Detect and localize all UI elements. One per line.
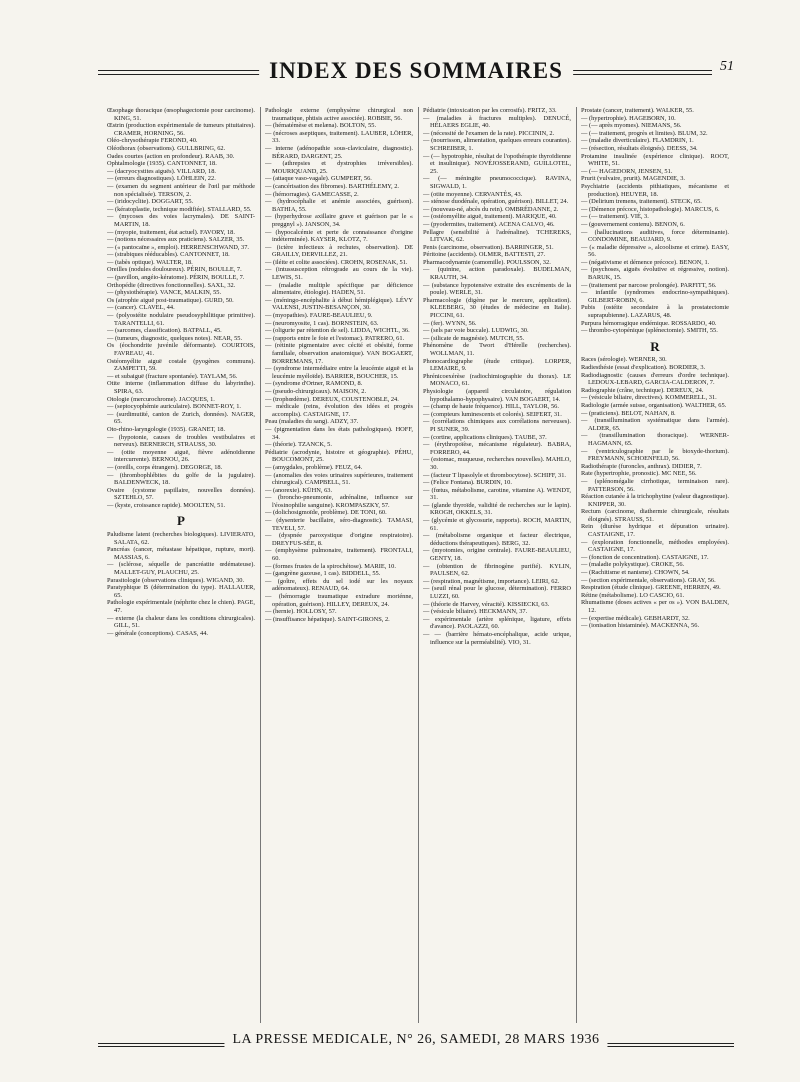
index-entry: — (maladie multiple spécifique par déficience alimentaire, étiologie). HADEN, 51. (265, 281, 413, 297)
index-entry: — (insuffisance hépatique). SAINT-GIRONS, 2. (265, 615, 390, 623)
index-entry: — (Delirium tremens, traitement). STECK, 65. (581, 198, 702, 206)
index-entry: — (maladie diverticulaire). FLAMDRIN, 1. (581, 137, 694, 145)
index-entry: — (hémorragies). GAMECASSE, 2. (265, 190, 359, 198)
index-entry: — (syndrome intermédiaire entre la leucémie aiguë et la leucémie myéloïde). BARRIER, BOUCHER, 15. (265, 365, 413, 380)
index-entry: Rectum (carcinome, diathermie chirurgicale, résultats éloignés). STRAUSS, 51. (581, 508, 729, 523)
index-column (423, 107, 571, 1027)
index-entry: Oléo-chrysothérapie FEROND, 40. (107, 137, 198, 145)
index-entry: Penis (carcinome, observation). BARRINGER, 51. (423, 243, 554, 251)
index-entry: — (Rachitisme et nanisme). CHOWN, 54. (581, 569, 690, 577)
column-divider (260, 107, 261, 1023)
index-entry: — (facteur T lipasolyle et thrombocytose). SCHIFF, 31. (423, 471, 567, 479)
index-entry: — (« pantocaïne », emploi). HERRENSCHWAND, 37. (107, 243, 249, 251)
index-entry: Pharmacologie (digène par le mercure, application). KLEEBERG, 30 (études de médecine en Italie). PICCINI, 61. (423, 296, 571, 320)
index-entry: Pédiatrie (acrodynie, histoire et géographie). PÉHU, BOUCOMONT, 25. (265, 448, 413, 464)
index-entry: — (broncho-pneumonie, adrénaline, influence sur l'éosinophilie sanguine). KROMPASZKY, 57. (265, 494, 413, 509)
index-entry: — interne (adénopathie sous-claviculaire, diagnostic). BÉRARD, DARGENT, 25. (265, 144, 413, 160)
index-entry: Pathologie externe (emphysème chirurgical non traumatique, phtisis active associée). ROBBIE, 56. (265, 107, 413, 122)
index-entry: — (cancérisation des fibromes). BARTHÉLEMY, 2. (265, 182, 400, 190)
index-entry: — (hématémèse et melæna). BOLTON, 55. (265, 122, 377, 130)
index-entry: — (cortine, applications cliniques). TAUBE, 37. (423, 433, 547, 441)
index-entry: — (hypotonie, causes de troubles vestibulaires et nerveux). BERNERCH, STRAUSS, 30. (107, 433, 255, 449)
index-entry: — médicale (reins, évolution des idées et progrès accomplis). CASTAIGNE, 17. (265, 403, 413, 418)
index-entry: — (iridocyclite). DOGGART, 55. (107, 198, 194, 206)
index-entry: — (pigmentation dans les états pathologiques). HOFF, 34. (265, 425, 413, 441)
index-entry: — (traitement par narcose prolongée). PARFITT, 56. (581, 281, 717, 289)
index-columns (107, 107, 735, 1027)
index-entry: Radiesthésie (essai d'explication). BORDIER, 3. (581, 364, 706, 371)
index-entry: Réaction cutanée à la trichophytine (valeur diagnostique). KNIPPER, 30. (581, 493, 729, 508)
index-entry: — (fonction de concentration). CASTAIGNE, 17. (581, 553, 709, 561)
index-entry: Respiration (étude clinique). GREENE, HERREN, 49. (581, 584, 721, 592)
index-entry: — (formes frustes de la spirochétose). MARIE, 10. (265, 562, 396, 570)
page-number: 51 (712, 59, 734, 75)
index-entry: Otite interne (inflammation diffuse du labyrinthe). SPIRA, 63. (107, 380, 255, 395)
index-entry: Pharmacodynamie (camomille). POULSSON, 32. (423, 258, 551, 266)
index-entry: Os (atrophie aiguë post-traumatique). GURD, 50. (107, 296, 234, 304)
index-entry: — (psychoses, aiguës évolutive et régressive, notion). BARUK, 15. (581, 266, 729, 282)
index-entry: — (myopie, traitement, état actuel). FAVORY, 18. (107, 228, 235, 236)
index-entry: — (ostéomyélite aiguë, traitement). MARIQUE, 40. (423, 213, 557, 221)
page-footer (98, 1032, 734, 1056)
index-entry: — (obtention de fibrinogène purifié). KYLIN, PAULSEN, 62. (423, 562, 571, 578)
index-entry: Protamine insulinée (expérience clinique). ROOT, WHITE, 51. (581, 152, 729, 168)
index-entry: Oreilles (nodules douloureux). PÉRIN, BOULLE, 7. (107, 266, 242, 274)
index-entry: — (dysenterie bacillaire, séro-diagnostic). TAMASI, TEVELI, 57. (265, 517, 413, 532)
index-entry: — (glycémie et glycosurie, rapports). ROCH, MARTIN, 61. (423, 517, 571, 532)
index-entry: — (anorexie). KÜHN, 63. (265, 486, 333, 494)
index-entry: Rétine (métabolisme). LO CASCIO, 61. (581, 591, 685, 599)
index-entry: — (ventriculographie par le bioxyde-thorium). FREYMANN, SCHOENFELD, 56. (581, 447, 729, 463)
index-entry: — (fer). WYNN, 56. (423, 319, 477, 327)
index-entry: Radiodiagnostic (causes d'erreurs d'ordre technique). LEDOUX-LEBARD, GARCIA-CALDERON, 7. (581, 371, 729, 387)
index-entry: — (maladie polykystique). CROKE, 56. (581, 561, 685, 569)
index-entry: — (anomalies des voies urinaires supérieures, traitement chirurgical). CAMPBELL, 51. (265, 471, 413, 487)
page-header (98, 58, 734, 84)
index-entry: Psychiatrie (accidents pithiatiques, mécanisme et production). HEUYER, 18. (581, 182, 729, 198)
index-entry: — (« maladie dépressive », alcoolisme et crime). EASY, 56. (581, 243, 729, 259)
index-entry: — (respiration, magnétisme, importance). LEIRI, 62. (423, 577, 560, 585)
index-entry: — (dacryocystites aiguës). VILLARD, 18. (107, 167, 217, 175)
index-entry: Races (sérologie). WERNER, 30. (581, 356, 667, 364)
index-entry: — (rétinite pigmentaire avec cécité et obésité, forme familiale, observation anatomique). VAN BOGAERT, BORREMANS, 17. (265, 342, 413, 365)
index-entry: — thrombo-cytopénique (splénectomie). SMITH, 55. (581, 327, 718, 335)
index-entry: — (neuromyosite, 1 cas). BORNSTEIN, 63. (265, 319, 379, 327)
index-entry: — (hyperhydrose axillaire grave et guérison par le « preggnyl »). JANSON, 34. (265, 213, 413, 228)
index-entry: — (— HAGEDORN, JENSEN, 51. (581, 167, 673, 175)
index-entry: — (notions nécessaires aux praticiens). SALZER, 35. (107, 236, 245, 244)
index-entry: — (dyspnée paroxystique d'origine respiratoire). DREYFUS-SÉE, 8. (265, 532, 413, 547)
section-letter: R (650, 338, 660, 354)
index-entry: Rein (diurèse hydrique et dépuration urinaire). CASTAIGNE, 17. (581, 523, 729, 539)
index-entry: — (syndrome d'Ortner, RAMOND, 8. (265, 380, 363, 388)
index-entry: Pédiatrie (intoxication par les corrosifs). FRITZ, 33. (423, 107, 557, 114)
index-entry: Phénomène de Twort d'Hérelle (recherches). WOLLMAN, 11. (423, 342, 571, 357)
index-entry: — (hypocalcémie et perte de connaissance d'origine indéterminée). KAYSER, KLOTZ, 7. (265, 228, 413, 244)
index-entry: — (physiothérapie). VANCE, MALKIN, 55. (107, 289, 222, 297)
index-entry: — (compteurs luminescents et colorés). SEIFERT, 31. (423, 410, 562, 418)
index-entry: — (— hypotrophie, résultat de l'opothérapie thyroïdienne et insulinique). NOVÉJOSSERAND, GUILLOTEL, 25. (423, 152, 571, 175)
index-entry: Purpura hémorragique endémique. ROSSARDO, 40. (581, 319, 717, 327)
index-entry: — (— après myomes). NIEMANS, 56. (581, 122, 682, 130)
column-divider (576, 107, 577, 1023)
index-entry: — (quinine, action paradoxale). BUDELMAN, KRAUTH, 34. (423, 266, 571, 282)
index-entry: — (kyste, croissance rapide). MOOLTEN, 51. (107, 501, 226, 509)
index-entry: — (amygdales, problème). FEUZ, 64. (265, 463, 363, 471)
index-entry: — (résection, résultats éloignés). DEESS, 34. (581, 144, 698, 152)
index-entry: — (dolichosigmoïde, problème). DE TONI, 60. (265, 509, 387, 517)
index-entry: — (examen du segment antérieur de l'œil par méthode non spécialisée). TERSON, 2. (107, 182, 255, 198)
index-entry: — expérimentale (artère splénique, ligature, effets d'avance). PAOLAZZI, 60. (423, 615, 571, 631)
index-entry: — (hernie). HOLLOSY, 57. (265, 608, 337, 616)
index-entry: — (ictère infectieux à rechutes, observation). DE GRAILLY, DERVILLEZ, 21. (265, 243, 413, 259)
index-entry: — (méningo-encéphalite à début hémiplégique). LÉVY VALENSI, JUSTIN-BESANÇON, 30. (265, 296, 413, 312)
index-entry: — infantile (syndromes endocrino-sympathiques). GILBERT-ROBIN, 6. (581, 289, 729, 304)
index-entry: — (seuil rénal pour le glucose, détermination). FERRO LUZZI, 60. (423, 585, 571, 600)
index-entry: — (splénomégalie cirrhotique, terminaison rare). PATTERSON, 56. (581, 477, 729, 493)
index-entry: — (goître, effets du sel iodé sur les noyaux adénomateux). RENAUD, 64. (265, 577, 413, 593)
index-entry: — (praticiens). BELOT, NAHAN, 8. (581, 409, 676, 417)
index-entry: Œsophage thoracique (œsophagectomie pour carcinome). KING, 51. (107, 107, 255, 122)
index-entry: — (hallucinations auditives, force déterminante). CONDOMINE, BEAUJARD, 9. (581, 228, 729, 244)
index-entry: — (myopathies). FAURE-BEAULIEU, 9. (265, 312, 373, 320)
index-column (581, 107, 729, 1027)
index-entry: — (maladies à fractures multiples). DENUCÉ, HÉLAERS EGLIE, 40. (423, 114, 571, 130)
index-entry: Otologie (mercurochrome). JACQUES, 1. (107, 395, 215, 403)
index-entry: — (erreurs diagnostiques). LÖHLEIN, 22. (107, 175, 216, 183)
index-entry: Orthopédie (directives fonctionnelles). SAXL, 32. (107, 281, 236, 289)
index-entry: — (mycoses des voies lacrymales). DE SAINT-MARTIN, 18. (107, 213, 255, 228)
index-entry: Pathologie expérimentale (néphrite chez le chien). PAGE, 47. (107, 599, 255, 614)
index-entry: — (surdimutité, canton de Zurich, données). NAGER, 65. (107, 410, 255, 426)
index-column (265, 107, 413, 1027)
index-entry: — (intussusception rétrograde au cours de la vie). LEWIS, 51. (265, 266, 413, 282)
column-divider (418, 107, 419, 1023)
index-entry: — (métabolisme organique et facteur électrique, déductions thérapeutiques). BERG, 32. (423, 532, 571, 547)
index-entry: — (oligurie par rétention de sel). LIDDA, WICHTL, 36. (265, 327, 410, 335)
section-letter: P (177, 513, 185, 529)
index-entry: Oléothorax (observations). GULLBRING, 62. (107, 144, 226, 152)
index-entry: Pellagre (sensibilité à l'adrénaline). TCHEREKS, LITVAK, 62. (423, 228, 571, 244)
index-entry: — (trophœdème). DEREUX, COUSTENOBLE, 24. (265, 395, 399, 403)
index-entry: — (pavillon, angéio-kératome). PÉRIN, BOULLE, 7. (107, 274, 245, 282)
index-entry: — et subaiguë (fracture spontanée). TAYLAM, 56. (107, 372, 238, 380)
index-entry: Ostéomyélite aiguë costale (pyogènes communs). ZAMPETTI, 59. (107, 357, 255, 373)
index-entry: — (hémorragie traumatique extradure moriénne, opération, guérison). HILLEY, DEREUX, 24. (265, 593, 413, 608)
index-entry: Paratyphique B (détermination du type). HALLAUER, 65. (107, 584, 255, 599)
index-entry: Péritoine (accidents). OLMER, BATTESTI, 27. (423, 251, 546, 259)
index-entry: — (cancer). CLAVEL, 44. (107, 304, 175, 312)
page-title: INDEX DES SOMMAIRES (259, 58, 573, 84)
index-entry: — (oreills, corps étrangers). DEGORGE, 18. (107, 463, 223, 471)
index-entry: — (exploration fonctionnelle, méthodes employées). CASTAIGNE, 17. (581, 538, 729, 554)
index-entry: — (section expérimentale, observations). GRAY, 56. (581, 576, 716, 584)
index-entry: — (érythropoïèse, mécanisme régulateur). BABRA, FORRERO, 44. (423, 441, 571, 456)
index-entry: — (septocyophémie auriculaire). BONNET-ROY, 1. (107, 403, 241, 411)
index-entry: — (expertise médicale). GEBHARDT, 32. (581, 614, 690, 622)
index-entry: — (pyodermites, traitement). ACENA CALVO, 46. (423, 220, 555, 228)
index-entry: — (pseudo-chirurgicaux). MAISON, 2. (265, 387, 367, 395)
index-entry: Radiothérapie (furoncles, anthrax). DIDIER, 7. (581, 462, 702, 470)
index-entry: — (théorie de Harvey, véracité). KISSIECKI, 63. (423, 600, 550, 608)
index-entry: Parasitologie (observations cliniques). WIGAND, 30. (107, 576, 245, 584)
index-entry: — (transillumination thoracique). WERNER-HAGMANN, 65. (581, 432, 729, 447)
index-entry: Oades courtes (action en profondeur). RAAB, 30. (107, 152, 235, 160)
index-entry: Physiologie (appareil circulatoire, régulation hypothalamo-hypophysaire). VAN BOGAERT, 14. (423, 387, 571, 403)
index-entry: — (emphysème pulmonaire, traitement). FRONTALI, 60. (265, 547, 413, 563)
index-entry: — (iléite et colite associées). CROHN, ROSENAK, 51. (265, 258, 408, 266)
index-entry: — sténose duodénale, opération, guérison). BILLET, 24. (423, 198, 569, 206)
index-entry: — (kératoplastie, technique modifiée). STALLARD, 55. (107, 205, 252, 213)
index-entry: Prurit (vulvaire, prurit). MAGENDIE, 3. (581, 175, 686, 183)
index-entry: — (nécroses aseptiques, traitement). LAUBER, LÖHER, 33. (265, 129, 413, 145)
index-entry: — (vésicule biliaire, directives). KOMMERELL, 31. (581, 394, 717, 402)
index-entry: — (thrombophlébites du golfe de la jugulaire). BALDENWECK, 18. (107, 471, 255, 487)
index-entry: — (sarcomes, classification). BATPALL, 45. (107, 327, 222, 335)
index-column (107, 107, 255, 1027)
index-entry: Radiographie (crâne, technique). DEREUX, 24. (581, 386, 704, 394)
index-entry: — (sels par voie buccale). LUDWIG, 30. (423, 327, 529, 335)
index-entry: — (polyostéite nodulaire pseudosyphilitique primitive). TARANTELLI, 61. (107, 312, 255, 327)
index-entry: — (estomac, muqueuse, recherches nouvelles). MAHLO, 30. (423, 456, 571, 471)
index-entry: — (strabiques rééducables). CANTONNET, 18. (107, 251, 230, 259)
index-entry: Pubis (ostéite secondaire à la prostatectomie suprapubienne). LAZARUS, 48. (581, 304, 729, 320)
index-entry: Rhumatisme (doses actives « per os »). VON BALDEN, 12. (581, 599, 729, 614)
index-entry: Ophtalmologie (1935). CANTONNET, 18. (107, 160, 217, 168)
index-entry: — (nourrisson, alimentation, quelques erreurs courantes). SCHREIBER, 1. (423, 137, 571, 152)
index-entry: — (fœtus, métabolisme, carotine, vitamine A). WENDT, 31. (423, 486, 571, 502)
index-entry: — (— traitement, progrès et limites). BLUM, 32. (581, 129, 708, 137)
index-entry: — externe (la chaleur dans les conditions chirurgicales). GILL, 51. (107, 614, 255, 630)
index-entry: — (tumeurs, diagnostic, quelques notes). NEAR, 55. (107, 334, 243, 342)
index-entry: — (myotomies, origine centrale). FAURE-BEAULIEU, GENTY, 18. (423, 547, 571, 563)
index-entry: Os (éochondrite juvénile déformante). COURTOIS, FAVREAU, 41. (107, 342, 255, 357)
index-entry: Oto-rhino-laryngologie (1935). GRANET, 18. (107, 425, 226, 433)
index-entry: — (vésicule biliaire). HECKMANN, 37. (423, 608, 528, 616)
index-entry: — (négativisme et démence précoce). BENON, 1. (581, 258, 710, 266)
index-entry: — — (barrière hémato-encéphalique, acide urique, influence sur la perméabilité). VIO, 31. (423, 630, 571, 646)
index-entry: Rate (hypertrophie, pronostic). MC NEE, 56. (581, 470, 697, 478)
index-entry: — (hypertrophie). HAGEBORN, 10. (581, 114, 676, 122)
index-entry: — (Démence précoce, histopathologie). MARCUS, 6. (581, 205, 720, 213)
index-entry: — (transillumination systématique dans l'armée). ALDER, 65. (581, 417, 729, 432)
index-entry: — (nécessité de l'examen de la rate). PICCININ, 2. (423, 129, 555, 137)
index-entry: — (gouvernement contenu). BENON, 6. (581, 220, 685, 228)
index-entry: — (ionisation histaminée). MACKENNA, 56. (581, 622, 700, 630)
index-entry: — (hydrocéphalie et anémie associées, guérison). BATHIA, 55. (265, 198, 413, 213)
index-entry: Peau (maladies du sang). ADZY, 37. (265, 418, 359, 426)
index-entry: — générale (conceptions). CASAS, 44. (107, 629, 208, 637)
index-entry: Œstrin (production expérimentale de tumeurs pituitaires). CRAMER, HORNING, 56. (107, 122, 255, 137)
index-entry: — (attaque vaso-vagale). GUMPERT, 56. (265, 175, 372, 183)
index-entry: — (sclérose, séquelle de pancréatite œdémateuse). MALLET-GUY, PLAUCHU, 25. (107, 561, 255, 577)
index-entry: — (corrélations chimiques aux corrélations nerveuses). PI SUNER, 39. (423, 418, 571, 433)
index-entry: — (gangrène gazeuse, 1 cas). BIDDELL, 55. (265, 570, 381, 578)
index-entry: — (rapports entre le foie et l'estomac). PATRERO, 61. (265, 334, 405, 342)
index-entry: Paludisme latent (recherches biologiques). LIVIERATO, SALATA, 62. (107, 531, 255, 546)
index-entry: — (otite moyenne). CERVANTÈS, 43. (423, 190, 523, 198)
index-entry: — (théorie). TZANCK, 5. (265, 441, 332, 449)
index-entry: — (athrepsies et dystrophies irréversibles). MOURIQUAND, 25. (265, 160, 413, 175)
index-entry: — (otite moyenne aiguë, fièvre adénoïdienne intercurrente). BERNOU, 26. (107, 448, 255, 464)
index-entry: — (— traitement). VIÉ, 3. (581, 213, 649, 221)
index-entry: Phonocardiographe (étude critique). LORPER, LEMAIRE, 9. (423, 357, 571, 373)
index-entry: Phrénicoexérèse (radiochimiographie du thorax). LE MONACO, 61. (423, 372, 571, 388)
index-entry: Ovaire (cystome papillaire, nouvelles données). SZTEHLO, 57. (107, 486, 255, 502)
index-entry: — (tabès optique). WALTER, 18. (107, 258, 193, 266)
journal-footer-text: LA PRESSE MEDICALE, N° 26, SAMEDI, 28 MARS 1936 (224, 1032, 607, 1048)
index-entry: — (champ de haute fréquence). HILL, TAYLOR, 56. (423, 403, 559, 411)
index-entry: — (nouveau-né, abcès du rein). OMBRÉDANNE, 2. (423, 205, 559, 213)
index-entry: Pancréas (cancer, métastase hépatique, rupture, mort). MASSIAS, 6. (107, 546, 255, 561)
index-entry: — (— méningite pneumococcique). RAVINA, SIGWALD, 1. (423, 175, 571, 190)
index-entry: — (glande thyroïde, validité de recherches sur le lapin). KROGH, OKKELS, 31. (423, 501, 571, 517)
index-entry: — (Felice Fontana). BURDIN, 10. (423, 479, 512, 487)
index-entry: Radiologie (armée suisse, organisation). WALTHER, 65. (581, 401, 727, 409)
index-entry: — (silicate de magnésie). MUTCH, 55. (423, 334, 525, 342)
index-entry: Prostate (cancer, traitement). WALKER, 55. (581, 107, 694, 114)
index-entry: — (substance hypotensive extraite des excréments de la poule). WERLE, 31. (423, 281, 571, 297)
